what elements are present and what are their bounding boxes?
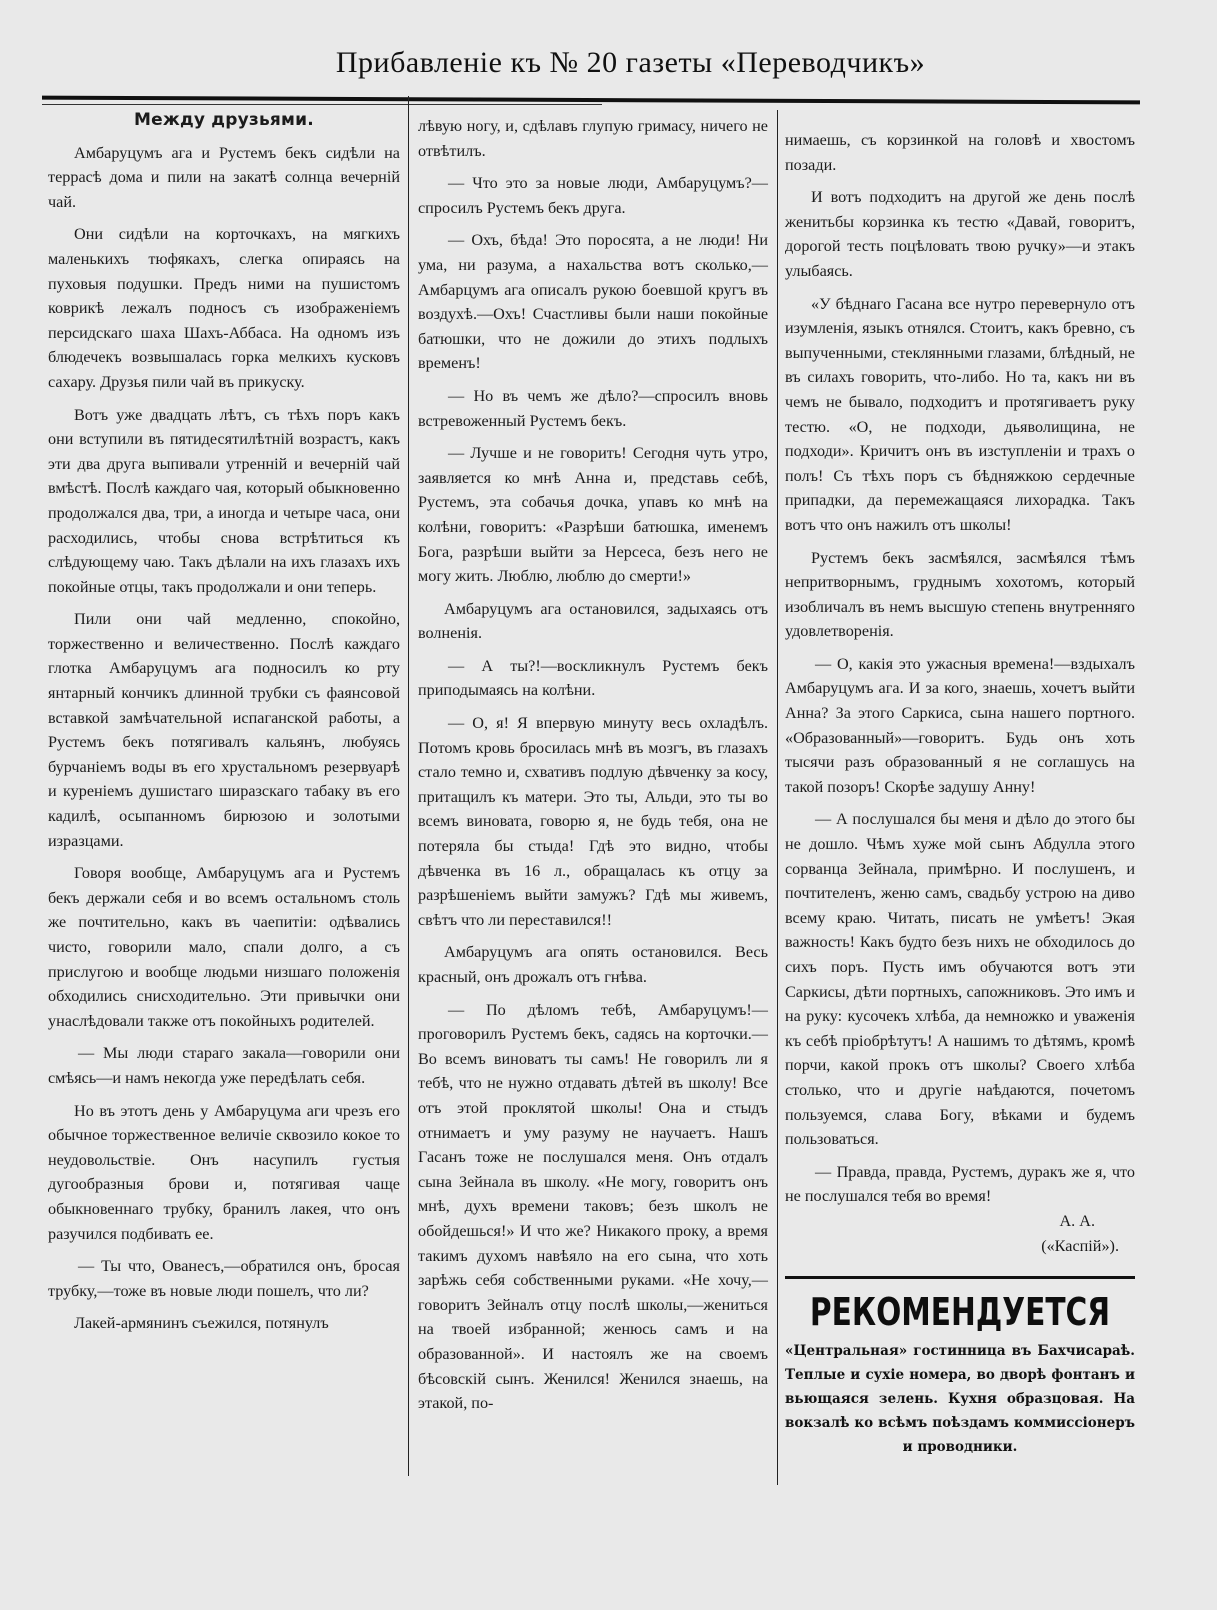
paragraph: Вотъ уже двадцать лѣтъ, съ тѣхъ поръ какъ они вступили въ пятидесятилѣтній возрастъ, какъ эти два друга выпивали утренній и вечерній чай вмѣстѣ. Послѣ каждаго чая, который обыкновенно продолжался два, три, а иногда и четыре часа, они расходились, чтобы снова встрѣтиться къ слѣдующему чаю. Такъ дѣлали на ихъ глазахъ ихъ покойные отцы, такъ продолжали и они теперь. [48, 405, 400, 596]
dialog-paragraph: — Что это за новые люди, Амбаруцумъ?—спросилъ Рустемъ бекъ друга. [418, 174, 768, 217]
dialog-paragraph: — Мы люди стараго закала—говорили они смѣясь—и намъ некогда уже передѣлать себя. [48, 1044, 400, 1087]
advertisement [785, 1276, 1135, 1459]
dialog-paragraph: — Ты что, Ованесъ,—обратился онъ, бросая трубку,—тоже въ новые люди пошелъ, что ли? [48, 1257, 400, 1300]
masthead-thin-rule [42, 104, 602, 105]
dialog-paragraph: — Правда, правда, Рустемъ, дуракъ же я, что не послушался тебя во время! [785, 1162, 1135, 1206]
article-column-1 [48, 110, 400, 1344]
paragraph: Пили они чай медленно, спокойно, торжественно и величественно. Послѣ каждаго глотка Амбаруцумъ ага подносилъ ко рту янтарный кончикъ длинной трубки съ фаянсовой вставкой замѣчательной испаганской работы, а Рустемъ бекъ потягивалъ кальянъ, любуясь бурчаніемъ воды въ его хрустальномъ резервуарѣ и куреніемъ душистаго ширазскаго табаку въ его кадилѣ, осыпанномъ бирюзою и золотыми изразцами. [48, 610, 400, 850]
dialog-paragraph: — Охъ, бѣда! Это поросята, а не люди! Ни ума, ни разума, а нахальства вотъ сколько,—Амбарцумъ ага описалъ рукою боевшой кругъ въ воздухѣ.—Охъ! Счастливы были наши покойные батюшки, что не дожили до этихъ подлыхъ временъ! [418, 231, 768, 373]
dialog-paragraph: — А послушался бы меня и дѣло до этого бы не дошло. Чѣмъ хуже мой сынъ Абдулла этого сорванца Зейнала, примѣрно. И послушенъ, и почтителенъ, женю самъ, свадьбу устрою на диво всему краю. Читать, писать не умѣетъ! Экая важность! Какъ будто безъ нихъ не обходилось до сихъ поръ. Пусть имъ обучаются вотъ эти Саркисы, дѣти портныхъ, сапожниковъ. Это имъ и на руку: кусочекъ хлѣба, да немножко и уваженія къ себѣ пріобрѣтутъ! А нашимъ то дѣтямъ, кромѣ порчи, какой прокъ отъ школы? Своего хлѣба столько, что и другіе наѣдаются, почетомъ пользуемся, слава Богу, вѣками и будемъ пользоваться. [785, 810, 1135, 1149]
dialog-paragraph: — Лучше и не говорить! Сегодня чуть утро, заявляется ко мнѣ Анна и, представь себѣ, Рустемъ, эта собачья дочка, упавъ ко мнѣ на колѣни, говоритъ: «Разрѣши батюшка, именемъ Бога, разрѣши выйти за Нерсеса, безъ него не могу жить. Люблю, люблю до смерти!» [418, 444, 768, 586]
paragraph: Но въ этотъ день у Амбаруцума аги чрезъ его обычное торжественное величіе сквозило кокое то неудовольствіе. Онъ насупилъ густыя дугообразныя брови и, потягивая чаще обыкновеннаго трубку, бранилъ лакея, что онъ разучился подбивать ее. [48, 1101, 400, 1243]
paragraph: нимаешь, съ корзинкой на головѣ и хвостомъ позади. [785, 131, 1135, 174]
paragraph: Говоря вообще, Амбаруцумъ ага и Рустемъ бекъ держали себя и во всемъ остальномъ столь же почтительно, какъ въ чаепитіи: одѣвались чисто, говорили мало, спали долго, а съ прислугою и вообще людьми низшаго положенія обходились снисходительно. Эти привычки они унаслѣдовали также отъ покойныхъ родителей. [48, 864, 400, 1030]
source-attribution: («Каспій»). [1041, 1236, 1119, 1255]
advertisement-headline: РЕКОМЕНДУЕТСЯ [809, 1290, 1111, 1335]
paragraph: Рустемъ бекъ засмѣялся, засмѣялся тѣмъ непритворнымъ, груднымъ хохотомъ, который изобличалъ въ немъ высшую степень внутренняго удовлетворенія. [785, 548, 1135, 641]
author-signature: А. А. [1059, 1211, 1095, 1230]
paragraph: Амбаруцумъ ага опять остановился. Весь красный, онъ дрожалъ отъ гнѣва. [418, 943, 768, 986]
dialog-paragraph: — Но въ чемъ же дѣло?—спросилъ вновь встревоженный Рустемъ бекъ. [418, 386, 768, 430]
paragraph: И вотъ подходитъ на другой же день послѣ женитьбы корзинка къ тестю «Давай, говоритъ, дорогой тесть поцѣловать твою ручку»—и этакъ улыбаясь. [785, 188, 1135, 280]
paragraph: Амбаруцумъ ага и Рустемъ бекъ сидѣли на террасѣ дома и пили на закатѣ солнца вечерній чай. [48, 143, 400, 211]
paragraph: Они сидѣли на корточкахъ, на мягкихъ маленькихъ тюфякахъ, слегка опираясь на пуховыя подушки. Предъ ними на пушистомъ коврикѣ лежалъ подносъ съ изображеніемъ персидскаго шаха Шахъ-Аббаса. На одномъ изъ блюдечекъ возвышалась горка мелкихъ кусковъ сахару. Друзья пили чай въ прикуску. [48, 225, 400, 391]
dialog-paragraph: — По дѣломъ тебѣ, Амбаруцумъ!—проговорилъ Рустемъ бекъ, садясь на корточки.—Во всемъ виноватъ ты самъ! Не говорилъ ли я тебѣ, что не нужно отдавать дѣтей въ школу! Все отъ этой проклятой школы! Она и стыдъ отнимаетъ и уму разуму не научаетъ. Нашъ Гасанъ тоже не послушался меня. Онъ отдалъ сына Зейнала въ школу. «Не могу, говоритъ онъ мнѣ, духъ времени таковъ; безъ школъ не обойдешься!» И что же? Никакого проку, а время такимъ духомъ навѣяло на его сына, что хоть зарѣжь себя собственными руками. «Не хочу,—говоритъ Зейналъ отцу послѣ школы,—жениться на твоей избранной; женюсь самъ и на образованной». И настоялъ же на своемъ бѣсовскій сынъ. Женился! Женился знаешь, на этакой, по- [418, 1000, 768, 1413]
column-divider [408, 96, 409, 1476]
paragraph: «У бѣднаго Гасана все нутро перевернуло отъ изумленія, языкъ отнялся. Стоитъ, какъ бревно, съ выпученными, стеклянными глазами, блѣдный, не въ силахъ говорить, что-либо. Но та, какъ ни въ чемъ не бывало, подходитъ и протягиваетъ руку тестю. «О, не подходи, дьяволищина, не подходи». Кричитъ онъ въ изступленіи и трахъ о полъ! Съ тѣхъ поръ съ бѣдняжкою сердечные припадки, да перемежащаяся лихорадка. Такъ вотъ что онъ нажилъ отъ школы! [785, 294, 1135, 534]
dialog-paragraph: — О, я! Я впервую минуту весь охладѣлъ. Потомъ кровь бросилась мнѣ въ мозгъ, въ глазахъ стало темно и, схвативъ подлую дѣвченку за косу, притащилъ къ матери. Это ты, Альди, это ты во всемъ виновата, говорю я, не будь тебя, она не потеряла бы стыда! Гдѣ это видно, чтобы дѣвченка въ 16 л., обращалась къ отцу за разрѣшеніемъ выйти замужъ? Гдѣ мы живемъ, свѣтъ что ли переставился!! [418, 714, 768, 929]
column-divider [777, 110, 778, 1485]
advertisement-body: «Центральная» гостинница въ Бахчисараѣ. Теплые и сухіе номера, во дворѣ фонтанъ и вьющаяся зелень. Кухня образцовая. На вокзалѣ ко всѣмъ поѣздамъ коммиссіонеръ и проводники. [785, 1343, 1135, 1456]
article-title: Между друзьями. [134, 110, 314, 130]
paragraph: Лакей-армянинъ съежился, потянулъ [74, 1314, 329, 1333]
article-column-2 [418, 114, 768, 1424]
article-column-3 [785, 128, 1135, 1459]
newspaper-masthead: Прибавленіе къ № 20 газеты «Переводчикъ» [335, 46, 926, 79]
dialog-paragraph: — А ты?!—воскликнулъ Рустемъ бекъ приподымаясь на колѣни. [418, 656, 768, 700]
paragraph: Амбаруцумъ ага остановился, задыхаясь отъ волненія. [418, 599, 768, 643]
advertisement-rule [785, 1276, 1135, 1279]
paragraph: лѣвую ногу, и, сдѣлавъ глупую гримасу, ничего не отвѣтилъ. [418, 117, 768, 160]
dialog-paragraph: — О, какія это ужасныя времена!—вздыхалъ Амбаруцумъ ага. И за кого, знаешь, хочетъ выйти Анна? За этого Саркиса, сына нашего портного. «Образованный»—говоритъ. Будь онъ хоть тысячи разъ образованный я не соглашусь на такой позоръ! Скорѣе задушу Анну! [785, 654, 1135, 796]
